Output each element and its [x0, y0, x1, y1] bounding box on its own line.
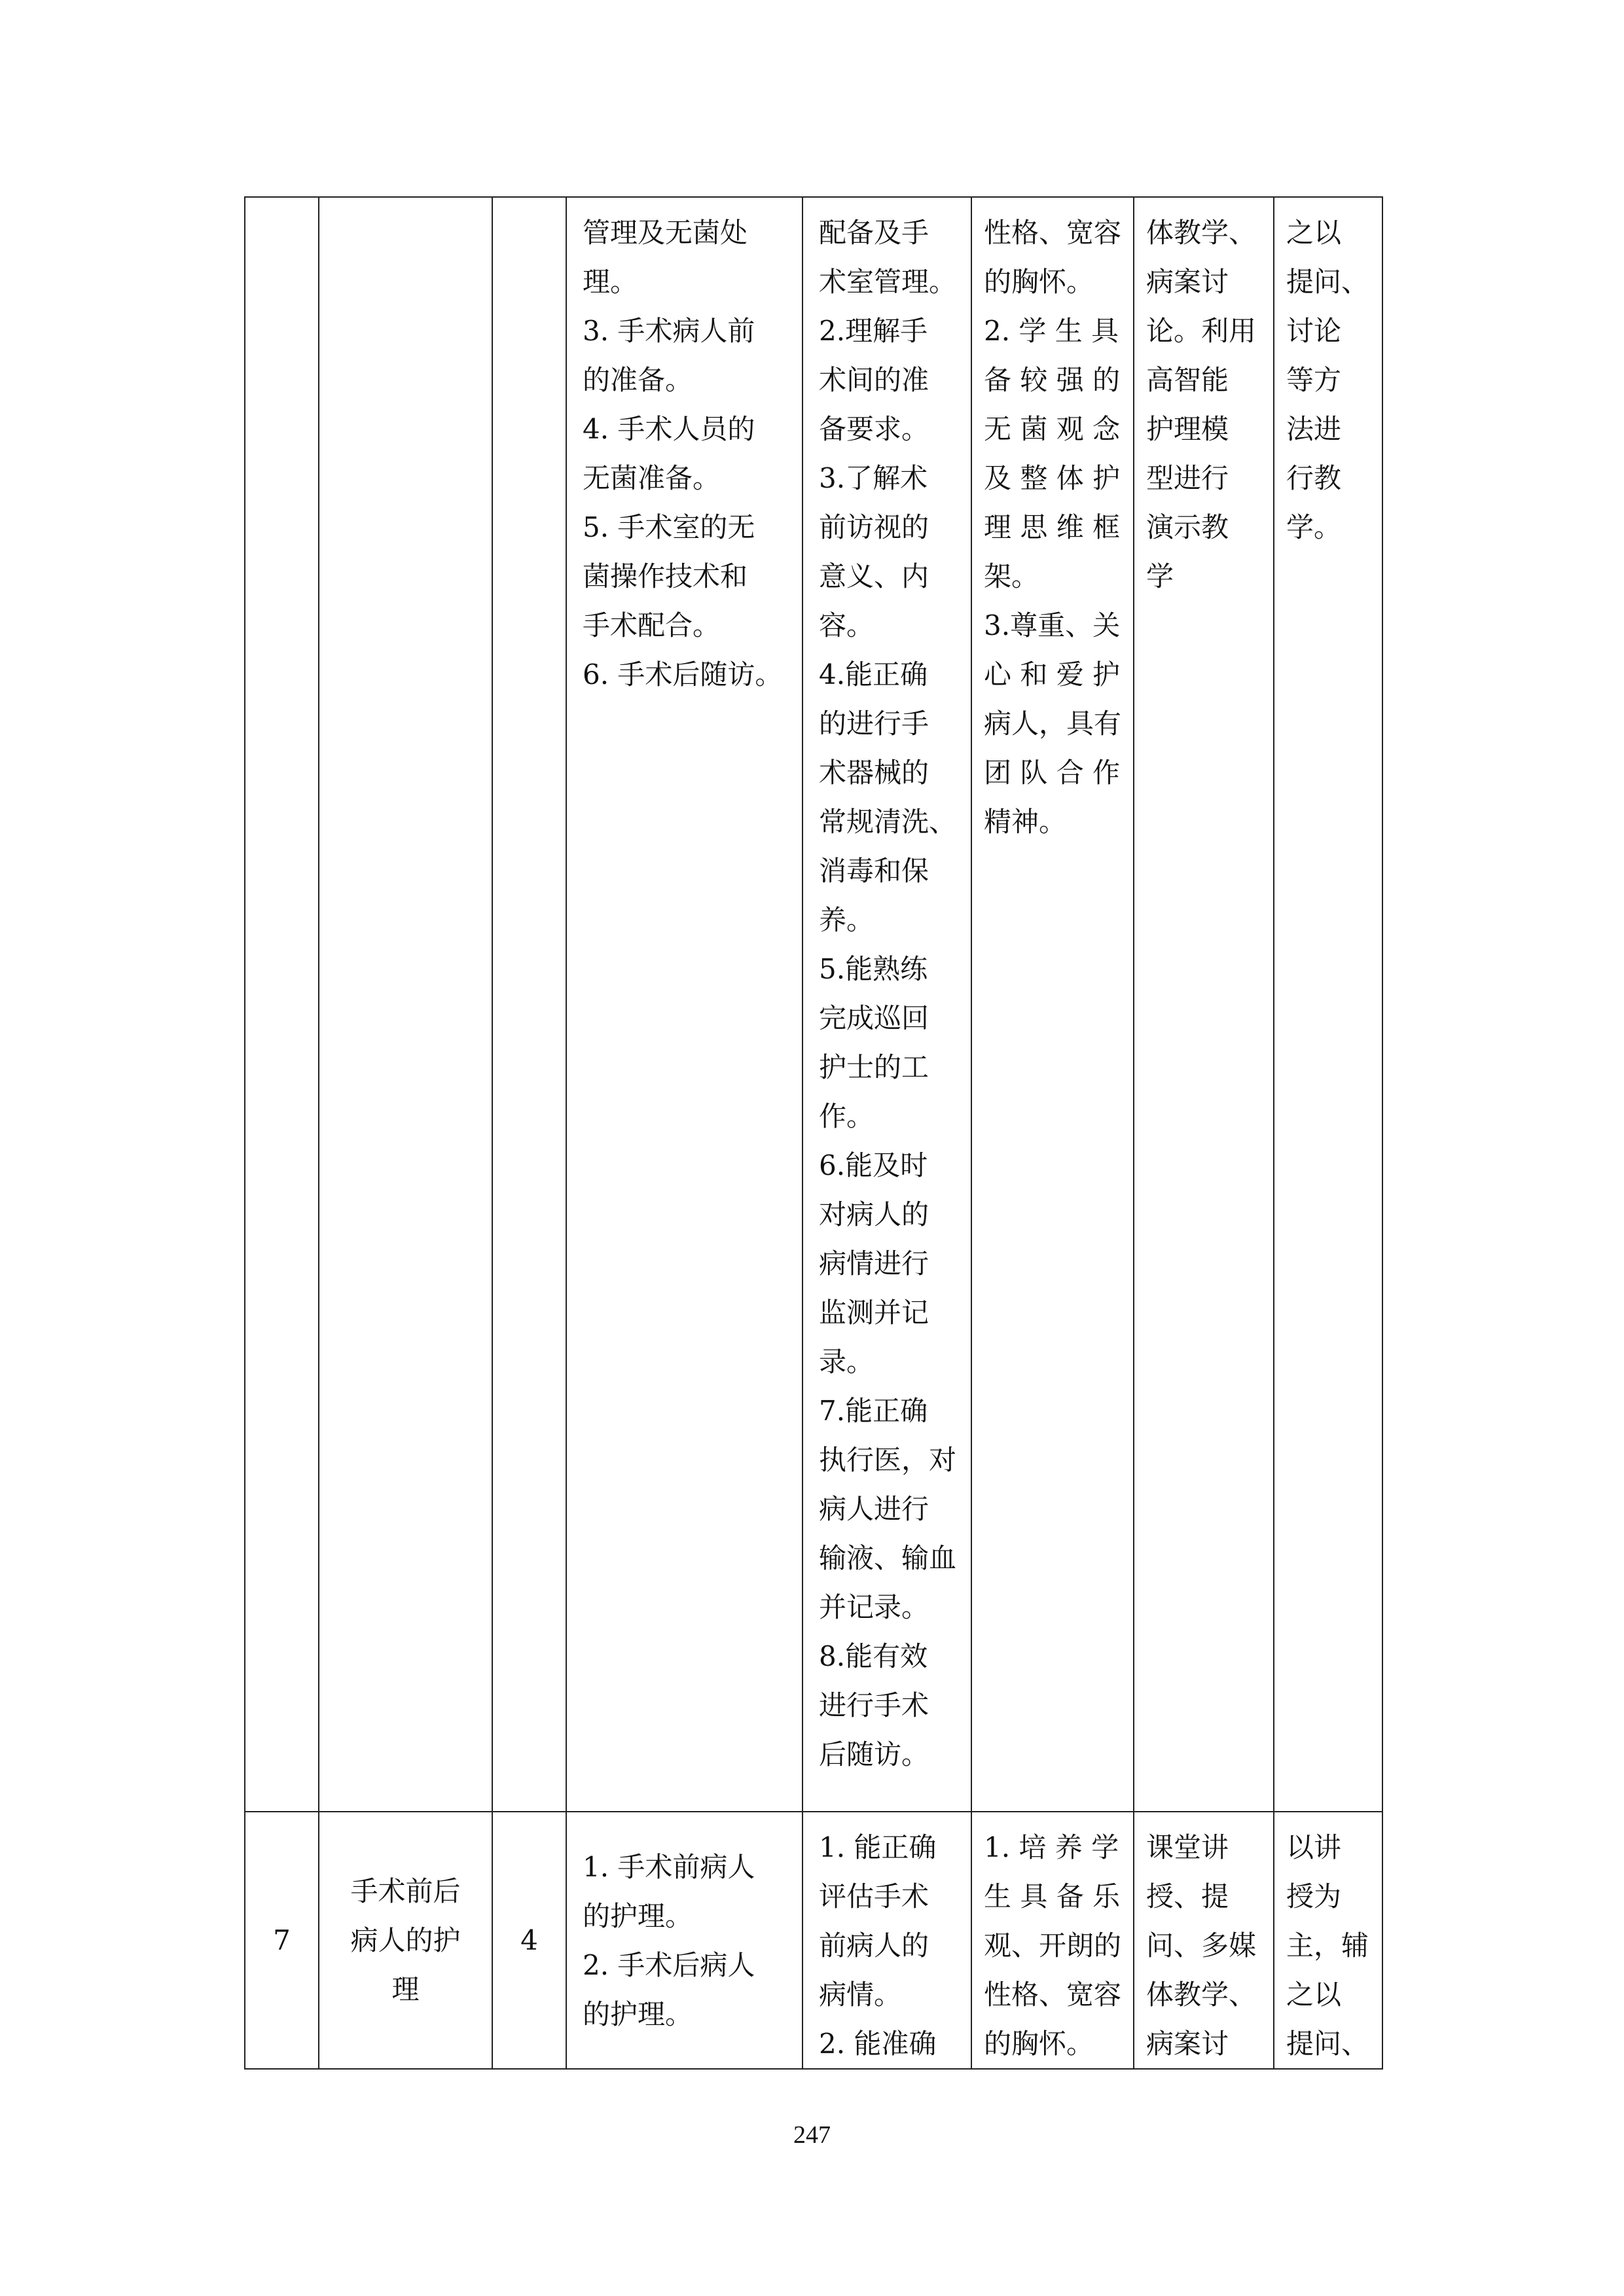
curriculum-table	[244, 196, 1383, 2070]
cell-content: 管理及无菌处 理。 3. 手术病人前 的准备。 4. 手术人员的 无菌准备。 5. 手术室的无 菌操作技术和 手术配合。 6. 手术后随访。	[566, 197, 803, 1812]
cell-hours: 4	[492, 1812, 566, 2069]
cell-skills: 配备及手 术室管理。 2.理解手 术间的准 备要求。 3.了解术 前访视的 意义、内 容。 4.能正确 的进行手 术器械的 常规清洗、 消毒和保 养。 5.能熟练 完成巡回 护士的工 作。 6.能及时 对病人的 病情进行 监测并记 录。 7.能正确 执行医，对 病人进行 输液、输血 并记录。 8.能有效 进行手术 后随访。	[803, 197, 971, 1812]
cell-teaching: 体教学、 病案讨 论。利用 高智能 护理模 型进行 演示教 学	[1134, 197, 1274, 1812]
cell-project: 手术前后 病人的护 理	[319, 1812, 492, 2069]
table-row	[245, 197, 1382, 1812]
cell-content: 1. 手术前病人 的护理。 2. 手术后病人 的护理。	[566, 1812, 803, 2069]
cell-method: 以讲 授为 主，辅 之以 提问、	[1274, 1812, 1382, 2069]
table-row	[245, 1812, 1382, 2069]
cell-method: 之以 提问、 讨论 等方 法进 行教 学。	[1274, 197, 1382, 1812]
cell-number: 7	[245, 1812, 319, 2069]
cell-quality: 性格、宽容 的胸怀。 2. 学 生 具 备 较 强 的 无 菌 观 念 及 整 体 护 理 思 维 框 架。 3.尊重、关 心 和 爱 护 病人，具有 团 队 合 作 精神。	[971, 197, 1134, 1812]
cell-teaching: 课堂讲 授、提 问、多媒 体教学、 病案讨	[1134, 1812, 1274, 2069]
cell-quality: 1. 培 养 学 生 具 备 乐 观、开朗的 性格、宽容 的胸怀。	[971, 1812, 1134, 2069]
cell-skills: 1. 能正确 评估手术 前病人的 病情。 2. 能准确	[803, 1812, 971, 2069]
cell-project	[319, 197, 492, 1812]
page-number: 247	[793, 2121, 831, 2149]
cell-number	[245, 197, 319, 1812]
cell-hours	[492, 197, 566, 1812]
